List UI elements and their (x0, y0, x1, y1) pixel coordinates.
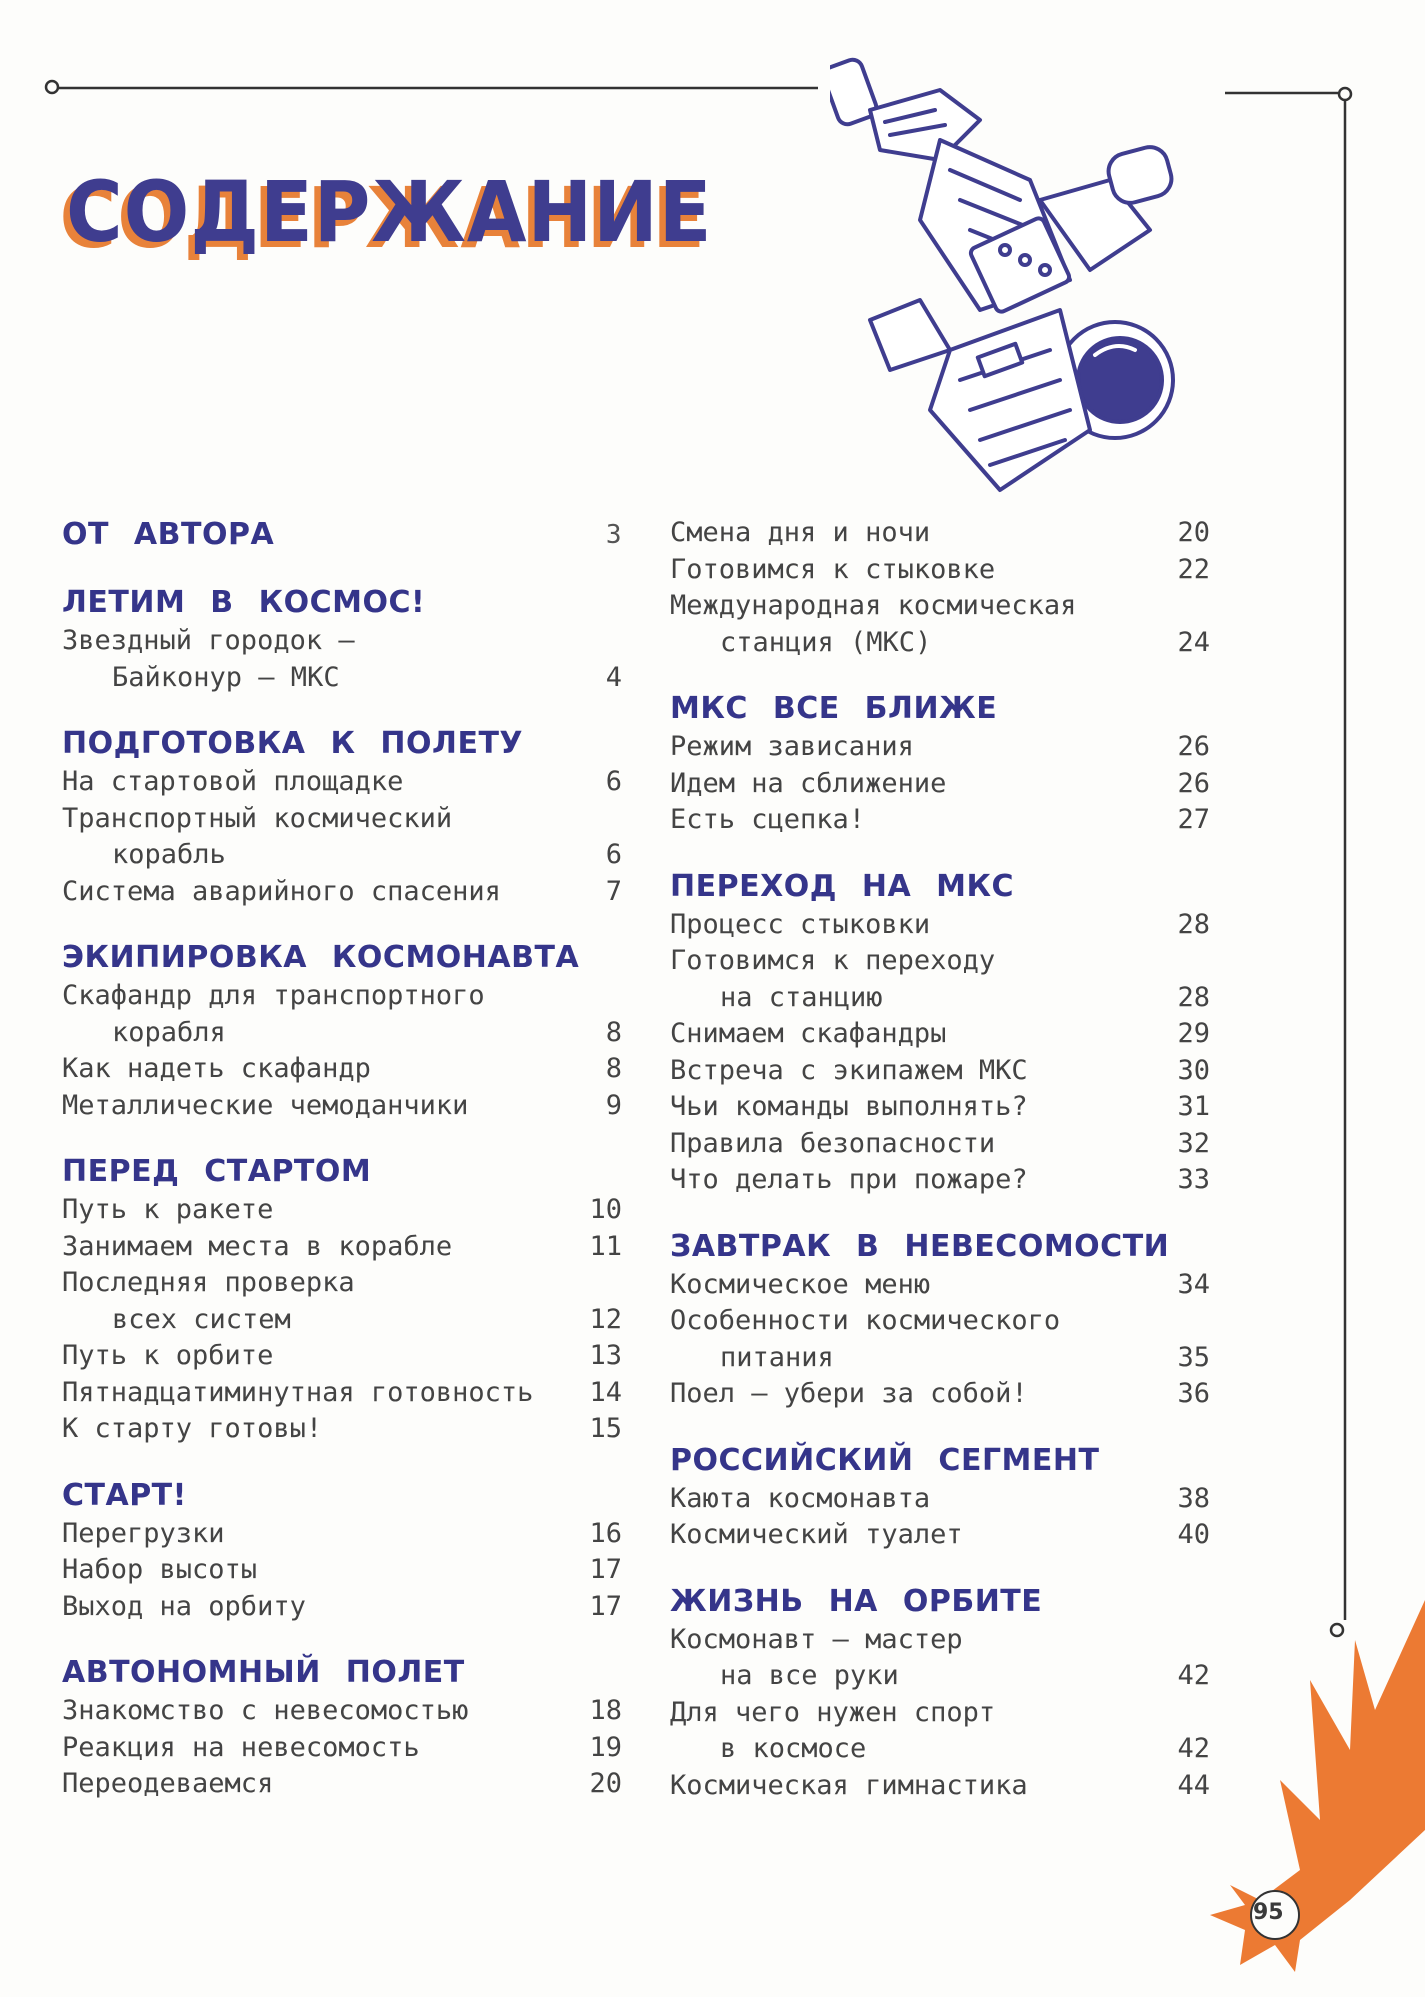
toc-entry (670, 1622, 1210, 1695)
toc-entry (62, 1730, 622, 1767)
entry-title: Смена дня и ночи (670, 517, 931, 548)
entry-page-number: 35 (1177, 1341, 1210, 1373)
entry-title: Для чего нужен спорт (670, 1696, 996, 1728)
section-heading-text: ПОДГОТОВКА К ПОЛЕТУ (62, 726, 524, 761)
entry-page-number: 33 (1177, 1164, 1210, 1195)
section-heading (62, 583, 622, 623)
toc-entry (670, 1016, 1210, 1053)
section-heading-text: ПЕРЕХОД НА МКС (670, 868, 1015, 904)
toc-entry (670, 1695, 1210, 1768)
entry-page-number: 26 (1177, 731, 1210, 762)
entry-title-continued: на все руки (720, 1660, 899, 1691)
entry-title-continued: всех систем (112, 1303, 291, 1335)
toc-section (670, 1227, 1210, 1413)
toc-entry (670, 1053, 1210, 1090)
entry-title: Транспортный космический (62, 802, 453, 834)
entry-page-number: 10 (589, 1194, 622, 1225)
entry-title: Космический туалет (670, 1519, 963, 1550)
entry-title: Последняя проверка (62, 1267, 355, 1298)
toc-section (62, 724, 622, 910)
toc-entry (670, 802, 1210, 839)
toc-entry (62, 1411, 622, 1448)
toc-entry (62, 1516, 622, 1553)
toc-section (62, 515, 622, 555)
section-heading (62, 515, 622, 555)
toc-entry (62, 1088, 622, 1125)
entry-title: Космическая гимнастика (670, 1769, 1028, 1801)
entry-title: Система аварийного спасения (62, 875, 501, 907)
entry-title: Занимаем места в корабле (62, 1230, 453, 1262)
entry-title: Идем на сближение (670, 767, 947, 799)
page-title: СОДЕРЖАНИЕ (66, 163, 713, 261)
entry-page-number: 16 (589, 1517, 622, 1549)
entry-title: Процесс стыковки (670, 908, 931, 940)
toc-entry (62, 1375, 622, 1412)
section-page-number: 3 (605, 520, 622, 550)
toc-entry (670, 766, 1210, 803)
toc-entry (670, 1267, 1210, 1304)
entry-title: Реакция на невесомость (62, 1731, 420, 1763)
entry-page-number: 6 (605, 839, 622, 870)
toc-entry (670, 1089, 1210, 1126)
toc-entry (62, 801, 622, 874)
entry-page-number: 31 (1177, 1091, 1210, 1122)
toc-entry (62, 1192, 622, 1229)
entry-page-number: 44 (1177, 1769, 1210, 1801)
toc-entry (62, 1693, 622, 1730)
entry-page-number: 42 (1177, 1733, 1210, 1764)
toc-entry (670, 515, 1210, 552)
toc-section (62, 1653, 622, 1803)
toc-entry (670, 729, 1210, 766)
entry-page-number: 14 (589, 1376, 622, 1408)
entry-page-number: 15 (589, 1413, 622, 1444)
entry-title-continued: на станцию (720, 981, 883, 1013)
entry-page-number: 17 (589, 1554, 622, 1585)
toc-entry (670, 943, 1210, 1016)
toc-entry (670, 1303, 1210, 1376)
entry-title: Знакомство с невесомостью (62, 1695, 469, 1726)
section-heading-text: ПЕРЕД СТАРТОМ (62, 1154, 372, 1189)
entry-title: Космонавт – мастер (670, 1623, 963, 1655)
toc-entry (62, 764, 622, 801)
toc-entry (62, 1265, 622, 1338)
toc-entry (62, 1552, 622, 1589)
toc-entry (670, 1126, 1210, 1163)
entry-page-number: 12 (589, 1303, 622, 1335)
entry-title-continued: корабля (112, 1016, 226, 1048)
entry-title: Готовимся к стыковке (670, 553, 996, 585)
entry-title: Звездный городок – (62, 625, 355, 656)
entry-title: Перегрузки (62, 1517, 225, 1549)
toc-entry (62, 1338, 622, 1375)
toc-entry (62, 623, 622, 696)
toc-entry (670, 588, 1210, 661)
entry-title: Космическое меню (670, 1268, 931, 1300)
entry-title: Чьи команды выполнять? (670, 1091, 1028, 1122)
entry-title: Правила безопасности (670, 1127, 996, 1159)
section-heading-text: ЛЕТИМ В КОСМОС! (62, 585, 426, 620)
entry-page-number: 29 (1177, 1018, 1210, 1049)
entry-title: Что делать при пожаре? (670, 1164, 1028, 1195)
entry-title-continued: станция (МКС) (720, 626, 932, 658)
contents-left-column (62, 515, 622, 1831)
entry-page-number: 18 (589, 1695, 622, 1726)
entry-page-number: 7 (605, 875, 622, 907)
entry-page-number: 20 (589, 1768, 622, 1799)
entry-title-continued: питания (720, 1341, 834, 1373)
entry-page-number: 6 (605, 766, 622, 797)
section-heading (62, 724, 622, 764)
entry-title: Встреча с экипажем МКС (670, 1054, 1028, 1086)
entry-page-number: 28 (1177, 908, 1210, 940)
toc-entry (670, 907, 1210, 944)
entry-page-number: 27 (1177, 804, 1210, 835)
entry-page-number: 11 (589, 1230, 622, 1262)
section-heading-text: РОССИЙСКИЙ СЕГМЕНТ (670, 1442, 1100, 1478)
toc-entry (62, 1229, 622, 1266)
entry-page-number: 8 (605, 1053, 622, 1084)
section-heading-text: ЖИЗНЬ НА ОРБИТЕ (670, 1583, 1043, 1619)
section-heading-text: МКС ВСЕ БЛИЖЕ (670, 691, 998, 726)
toc-entry (62, 1051, 622, 1088)
toc-section (670, 515, 1210, 661)
entry-title: Пятнадцатиминутная готовность (62, 1376, 534, 1408)
toc-entry (62, 1766, 622, 1803)
entry-page-number: 19 (589, 1731, 622, 1763)
toc-section (62, 1152, 622, 1448)
toc-entry (62, 874, 622, 911)
toc-section (62, 938, 622, 1124)
entry-title: Есть сцепка! (670, 804, 866, 835)
entry-title: К старту готовы! (62, 1413, 323, 1444)
entry-title: На стартовой площадке (62, 766, 404, 797)
entry-page-number: 13 (589, 1340, 622, 1371)
section-heading (670, 1227, 1210, 1267)
section-heading (62, 1476, 622, 1516)
toc-section (62, 1476, 622, 1626)
entry-page-number: 8 (605, 1016, 622, 1048)
section-heading (670, 1582, 1210, 1622)
entry-title: Режим зависания (670, 731, 914, 762)
toc-entry (670, 1481, 1210, 1518)
entry-title: Переодеваемся (62, 1768, 274, 1799)
entry-title: Поел – убери за собой! (670, 1378, 1028, 1409)
entry-page-number: 42 (1177, 1660, 1210, 1691)
entry-page-number: 40 (1177, 1519, 1210, 1550)
toc-entry (670, 1768, 1210, 1805)
toc-entry (670, 1162, 1210, 1199)
entry-title: Набор высоты (62, 1554, 258, 1585)
toc-section (670, 1441, 1210, 1554)
entry-page-number: 30 (1177, 1054, 1210, 1086)
section-heading-text: ЭКИПИРОВКА КОСМОНАВТА (62, 940, 580, 975)
toc-section (670, 689, 1210, 839)
toc-entry (670, 552, 1210, 589)
entry-title: Металлические чемоданчики (62, 1089, 469, 1121)
entry-page-number: 38 (1177, 1482, 1210, 1514)
section-heading (62, 1152, 622, 1192)
astronaut-illustration (830, 50, 1250, 530)
entry-page-number: 28 (1177, 981, 1210, 1013)
entry-title: Выход на орбиту (62, 1590, 306, 1622)
entry-title-continued: корабль (112, 839, 226, 870)
entry-title: Готовимся к переходу (670, 945, 996, 976)
entry-title: Скафандр для транспортного (62, 980, 485, 1011)
page-number: 95 (1253, 1900, 1284, 1925)
entry-title-continued: в космосе (720, 1733, 867, 1764)
toc-entry (62, 1589, 622, 1626)
section-heading (62, 1653, 622, 1693)
toc-entry (670, 1376, 1210, 1413)
section-heading (670, 689, 1210, 729)
entry-title: Снимаем скафандры (670, 1018, 947, 1049)
toc-section (62, 583, 622, 696)
toc-entry (670, 1517, 1210, 1554)
entry-page-number: 36 (1177, 1378, 1210, 1409)
section-heading-text: АВТОНОМНЫЙ ПОЛЕТ (62, 1655, 465, 1690)
toc-entry (62, 978, 622, 1051)
entry-title: Путь к орбите (62, 1340, 274, 1371)
flame-illustration (1200, 1600, 1425, 1997)
entry-title: Международная космическая (670, 590, 1077, 621)
entry-page-number: 20 (1177, 517, 1210, 548)
entry-title: Путь к ракете (62, 1194, 274, 1225)
section-heading (62, 938, 622, 978)
entry-page-number: 24 (1177, 626, 1210, 658)
section-heading (670, 867, 1210, 907)
entry-page-number: 32 (1177, 1127, 1210, 1159)
entry-page-number: 34 (1177, 1268, 1210, 1300)
entry-page-number: 26 (1177, 767, 1210, 799)
section-heading-text: ОТ АВТОРА (62, 517, 275, 552)
contents-right-column (670, 515, 1210, 1832)
section-heading-text: СТАРТ! (62, 1477, 187, 1513)
section-heading-text: ЗАВТРАК В НЕВЕСОМОСТИ (670, 1228, 1170, 1264)
toc-section (670, 1582, 1210, 1805)
entry-title-continued: Байконур – МКС (112, 661, 340, 693)
entry-page-number: 4 (605, 661, 622, 693)
entry-title: Особенности космического (670, 1305, 1061, 1336)
entry-page-number: 22 (1177, 553, 1210, 585)
section-heading (670, 1441, 1210, 1481)
entry-title: Как надеть скафандр (62, 1053, 371, 1084)
entry-page-number: 17 (589, 1590, 622, 1622)
entry-page-number: 9 (605, 1089, 622, 1121)
toc-section (670, 867, 1210, 1199)
entry-title: Каюта космонавта (670, 1482, 931, 1514)
